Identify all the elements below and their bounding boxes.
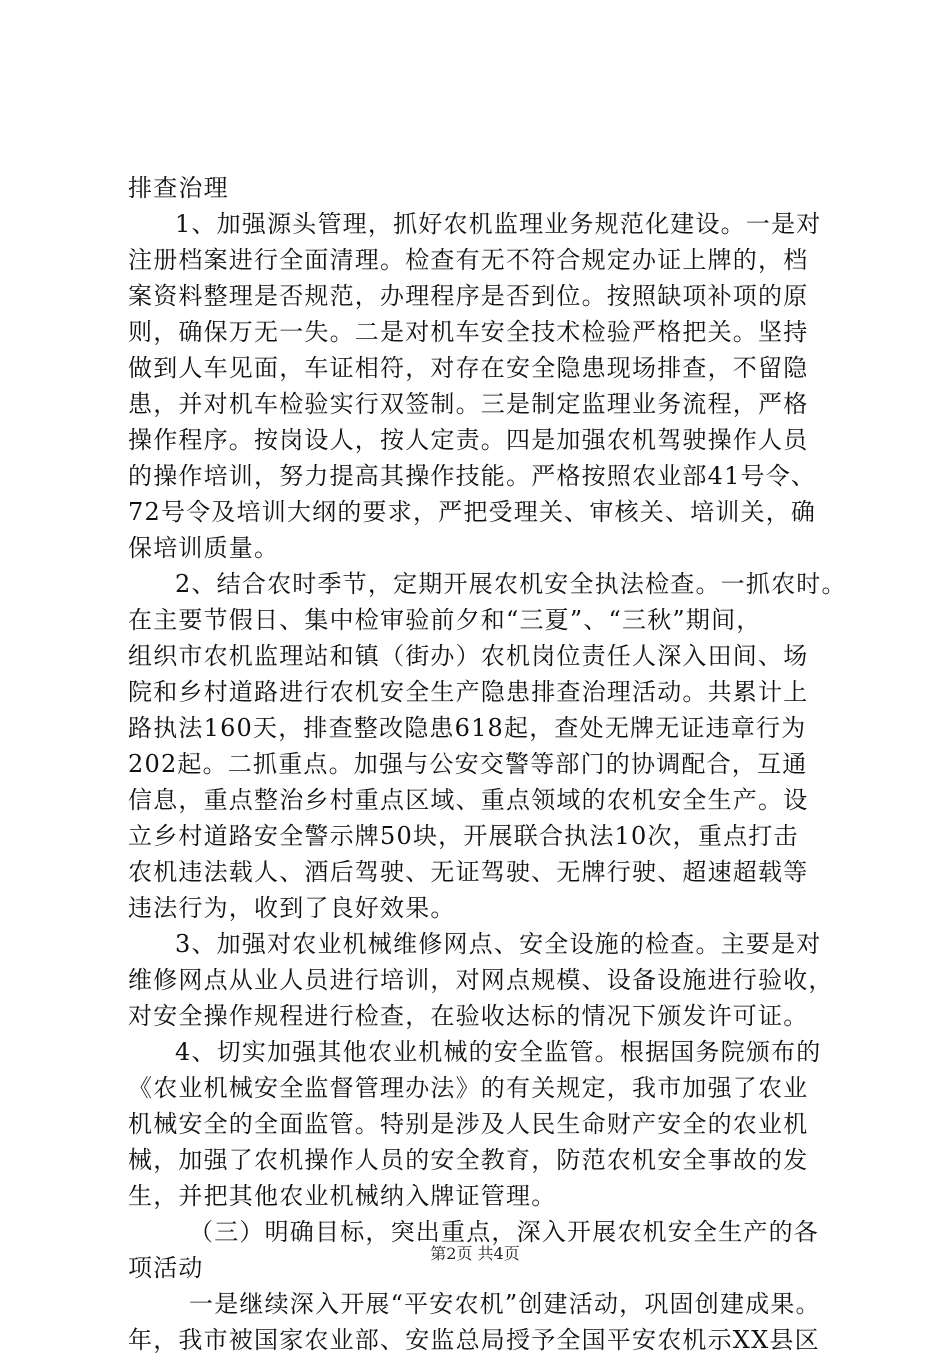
text-line: 2、结合农时季节，定期开展农机安全执法检查。一抓农时。 [175, 570, 847, 598]
text-line: 违法行为，收到了良好效果。 [128, 894, 456, 922]
text-line: 生，并把其他农业机械纳入牌证管理。 [128, 1182, 557, 1210]
text-line: 信息，重点整治乡村重点区域、重点领域的农机安全生产。设 [128, 786, 809, 814]
text-line: 3、加强对农业机械维修网点、安全设施的检查。主要是对 [175, 930, 822, 958]
text-line: 患，并对机车检验实行双签制。三是制定监理业务流程，严格 [128, 390, 809, 418]
text-line: 对安全操作规程进行检查，在验收达标的情况下颁发许可证。 [128, 1002, 809, 1030]
text-line: 则，确保万无一失。二是对机车安全技术检验严格把关。坚持 [128, 318, 809, 346]
text-line: 72号令及培训大纲的要求，严把受理关、审核关、培训关，确 [128, 498, 817, 526]
text-line: 排查治理 [128, 174, 229, 202]
text-line: 做到人车见面，车证相符，对存在安全隐患现场排查，不留隐 [128, 354, 809, 382]
text-line: 组织市农机监理站和镇（街办）农机岗位责任人深入田间、场 [128, 642, 809, 670]
text-line: 4、切实加强其他农业机械的安全监管。根据国务院颁布的 [175, 1038, 822, 1066]
text-line: 保培训质量。 [128, 534, 280, 562]
text-line: 院和乡村道路进行农机安全生产隐患排查治理活动。共累计上 [128, 678, 809, 706]
text-line: 注册档案进行全面清理。检查有无不符合规定办证上牌的，档 [128, 246, 809, 274]
text-line: 立乡村道路安全警示牌50块，开展联合执法10次，重点打击 [128, 822, 799, 850]
text-line: 农机违法载人、酒后驾驶、无证驾驶、无牌行驶、超速超载等 [128, 858, 809, 886]
text-line: 项活动 [128, 1254, 204, 1282]
text-line: 在主要节假日、集中检审验前夕和“三夏”、“三秋”期间， [128, 606, 762, 634]
page-footer: 第2页 共4页 [430, 1244, 520, 1263]
text-line: 路执法160天，排查整改隐患618起，查处无牌无证违章行为 [128, 714, 807, 742]
text-line: 年，我市被国家农业部、安监总局授予全国平安农机示XX县区 [128, 1326, 820, 1354]
text-line: 机械安全的全面监管。特别是涉及人民生命财产安全的农业机 [128, 1110, 809, 1138]
text-line: 202起。二抓重点。加强与公安交警等部门的协调配合，互通 [128, 750, 808, 778]
text-line: 维修网点从业人员进行培训，对网点规模、设备设施进行验收， [128, 966, 834, 994]
text-line: 操作程序。按岗设人，按人定责。四是加强农机驾驶操作人员 [128, 426, 809, 454]
text-line: 《农业机械安全监督管理办法》的有关规定，我市加强了农业 [128, 1074, 809, 1102]
text-line: 械，加强了农机操作人员的安全教育，防范农机安全事故的发 [128, 1146, 809, 1174]
text-line: （三）明确目标，突出重点，深入开展农机安全生产的各 [189, 1218, 819, 1246]
text-line: 案资料整理是否规范，办理程序是否到位。按照缺项补项的原 [128, 282, 809, 310]
text-line: 的操作培训，努力提高其操作技能。严格按照农业部41号令、 [128, 462, 817, 490]
text-line: 1、加强源头管理，抓好农机监理业务规范化建设。一是对 [175, 210, 822, 238]
document-body [128, 170, 847, 1358]
text-line: 一是继续深入开展“平安农机”创建活动，巩固创建成果。 [189, 1290, 821, 1318]
